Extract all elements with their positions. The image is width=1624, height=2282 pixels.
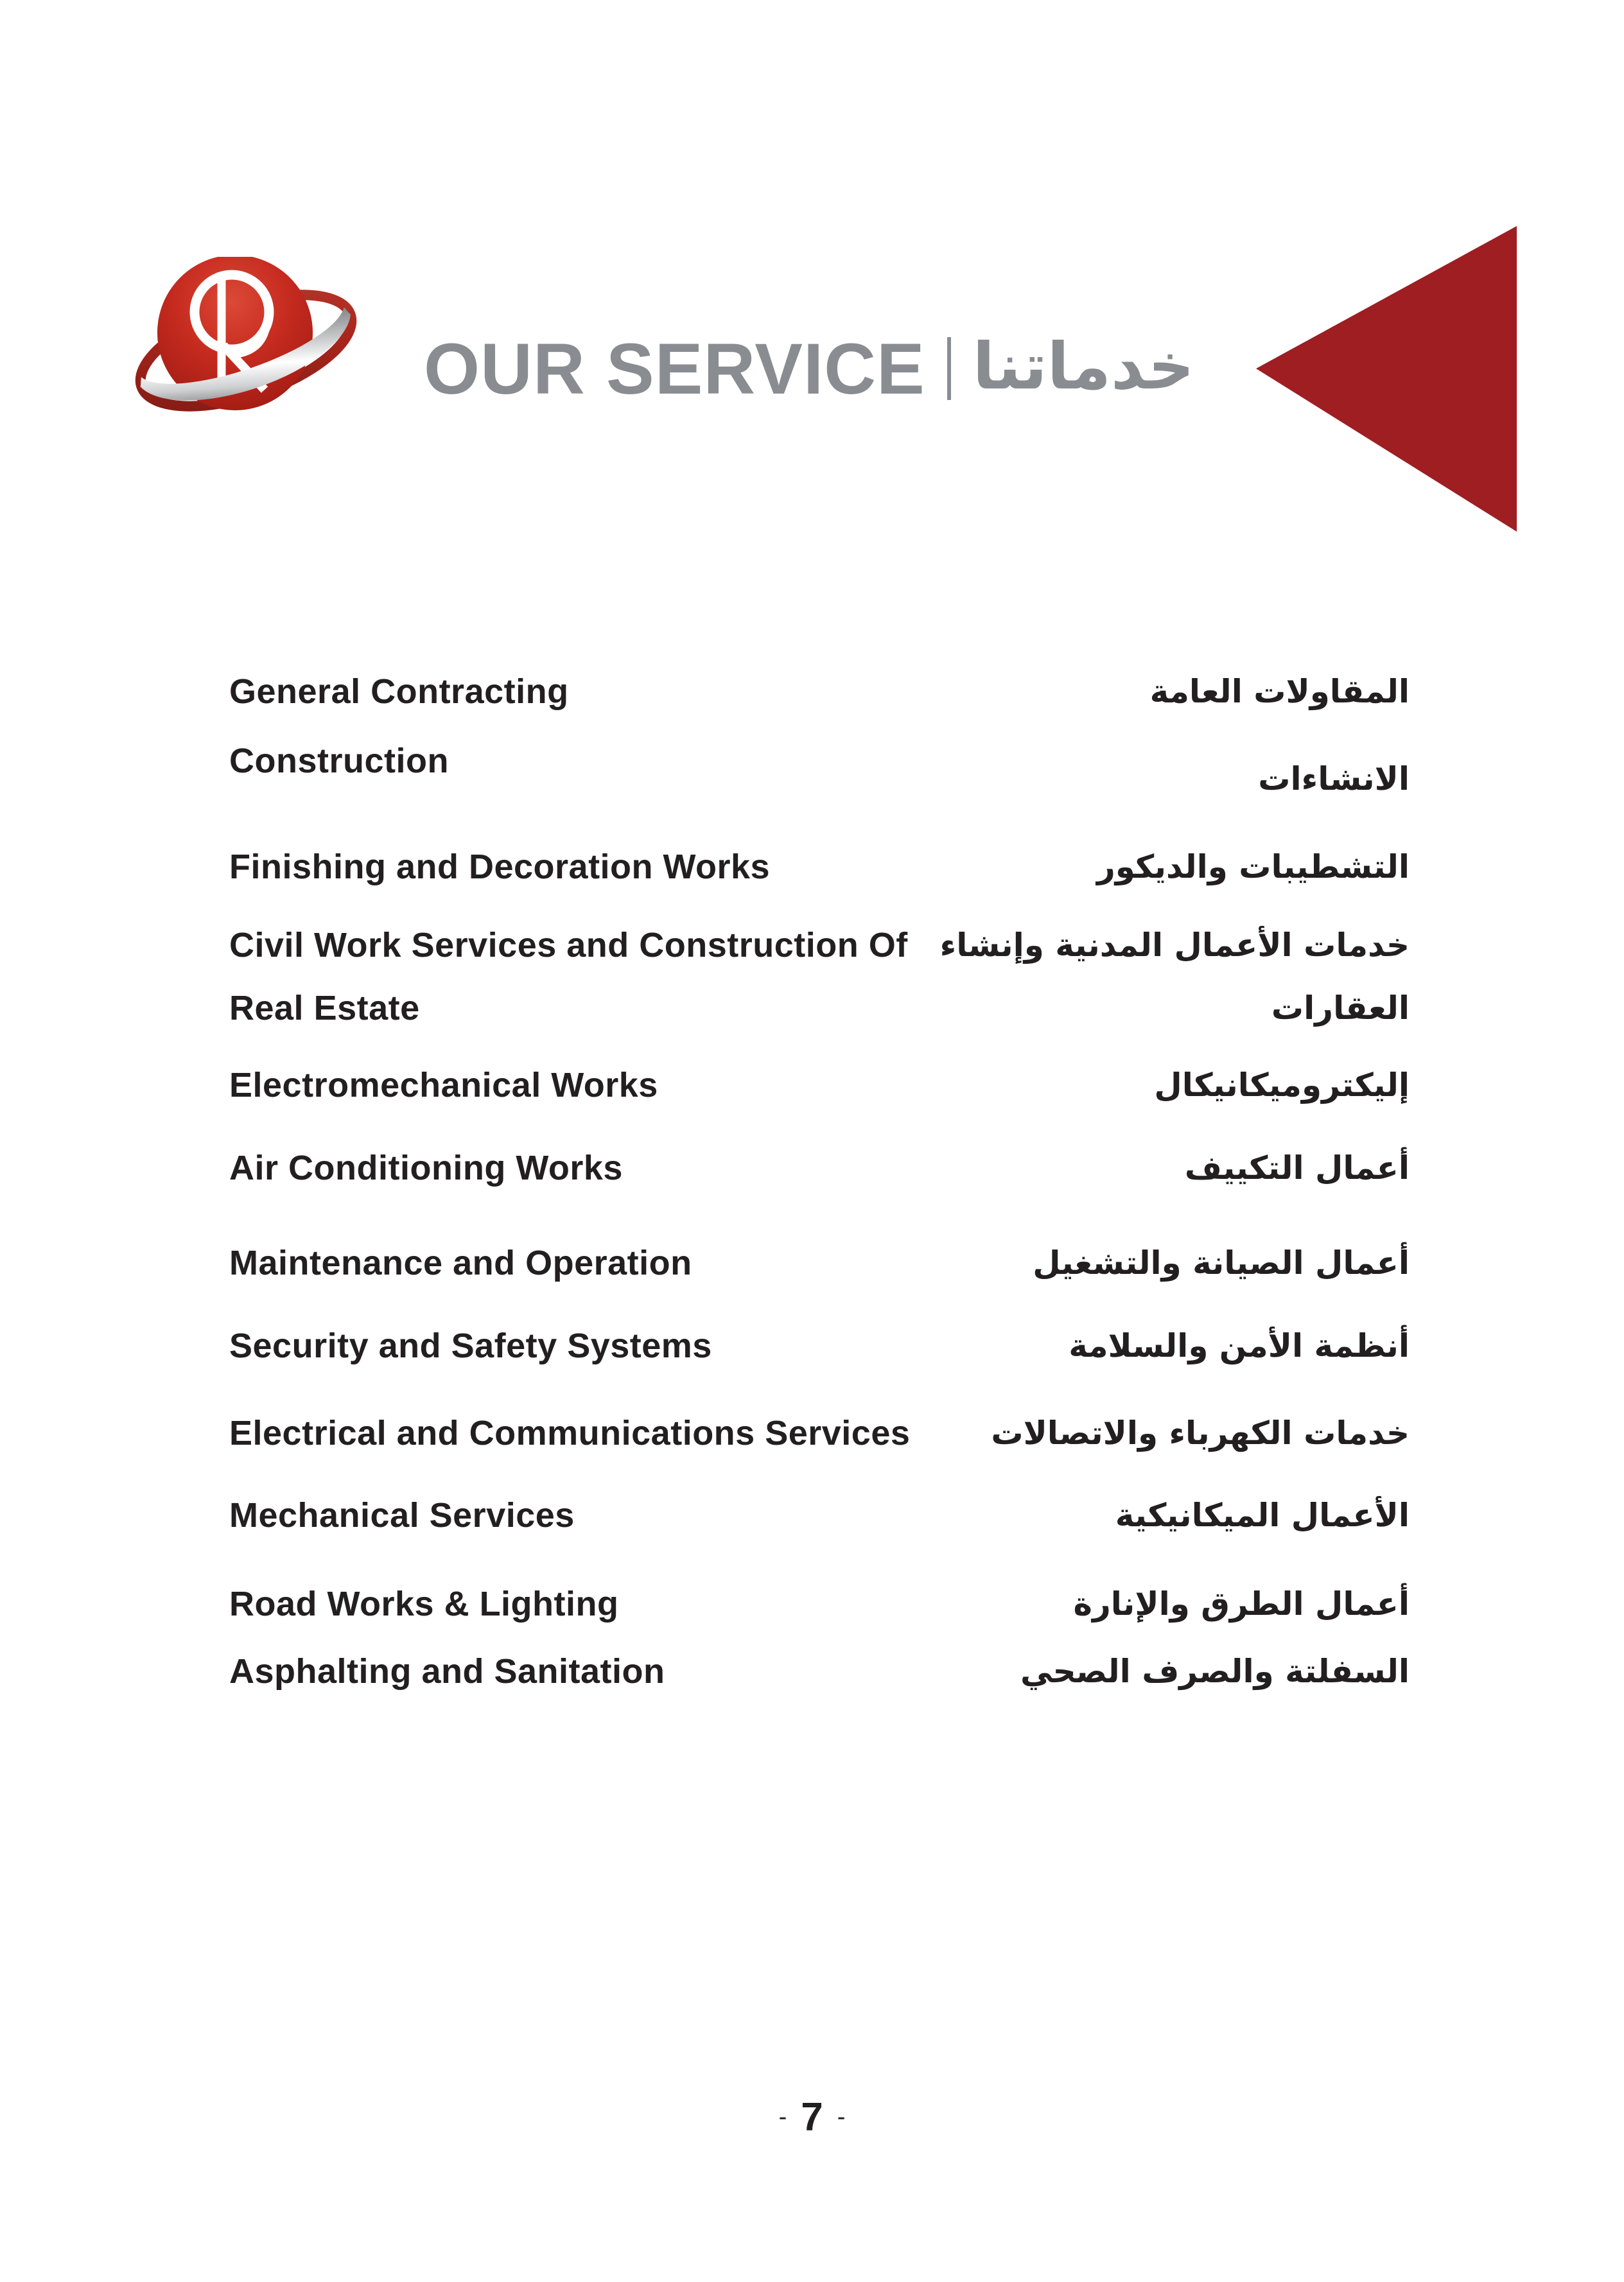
page-title	[424, 328, 1194, 409]
service-name-en: Road Works & Lighting	[229, 1585, 619, 1623]
page-number	[0, 2095, 1624, 2139]
service-name-ar: أعمال الصيانة والتشغيل	[1033, 1244, 1410, 1282]
service-name-ar: أنظمة الأمن والسلامة	[1069, 1327, 1410, 1364]
service-name-ar: أعمال التكييف	[1184, 1149, 1410, 1187]
service-name-ar: المقاولات العامة	[1149, 673, 1410, 710]
service-name-en: Mechanical Services	[229, 1496, 575, 1535]
service-name-ar: خدمات الكهرباء والاتصالات	[991, 1415, 1410, 1452]
service-name-en: General Contracting	[229, 672, 569, 711]
service-name-ar: الانشاءات	[1258, 760, 1410, 797]
service-name-ar: الأعمال الميكانيكية	[1115, 1497, 1410, 1534]
accent-triangle-shape	[1256, 226, 1517, 532]
service-name-en: Civil Work Services and Construction Of Real Estate	[229, 926, 908, 1027]
service-name-en: Finishing and Decoration Works	[229, 848, 771, 886]
service-name-en: Maintenance and Operation	[229, 1244, 692, 1282]
service-name-en: Security and Safety Systems	[229, 1327, 712, 1365]
service-name-en: Air Conditioning Works	[229, 1149, 623, 1187]
page-title-arabic: خدماتنا	[972, 328, 1194, 404]
company-logo-icon	[127, 257, 360, 435]
page-number-value: 7	[801, 2095, 823, 2139]
service-name-en: Electromechanical Works	[229, 1066, 658, 1104]
service-name-ar: خدمات الأعمال المدنية وإنشاء العقارات	[939, 927, 1410, 1027]
accent-triangle-icon	[1256, 226, 1517, 532]
title-separator-bar	[947, 337, 951, 400]
service-name-ar: التشطيبات والديكور	[1096, 848, 1410, 885]
page-number-dash-left: -	[778, 2103, 787, 2130]
service-name-en: Asphalting and Sanitation	[229, 1652, 665, 1691]
service-name-ar: أعمال الطرق والإنارة	[1073, 1585, 1410, 1623]
page-title-english: OUR SERVICE	[424, 328, 925, 409]
service-name-en: Construction	[229, 742, 449, 780]
page-number-dash-right: -	[837, 2103, 846, 2130]
service-name-en: Electrical and Communications Services	[229, 1414, 911, 1452]
service-name-ar: إليكتروميكانيكال	[1154, 1067, 1410, 1104]
service-name-ar: السفلتة والصرف الصحي	[1020, 1653, 1410, 1690]
